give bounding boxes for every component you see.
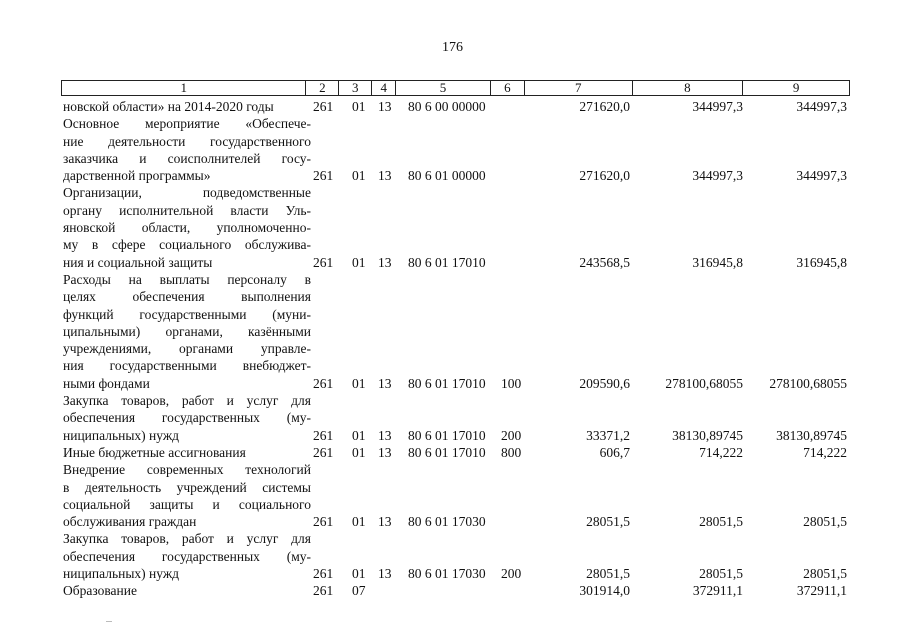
section-code-cell: 01 <box>352 444 366 460</box>
amount-col8-cell: 38130,89745 <box>672 427 743 443</box>
section-code-cell: 07 <box>352 583 366 599</box>
grbs-code-cell: 261 <box>313 375 334 391</box>
row-name-line: социальной защиты и социального <box>63 496 311 512</box>
amount-col9-cell: 28051,5 <box>803 514 847 530</box>
target-article-cell: 80 6 01 17010 <box>408 254 486 270</box>
row-name-line: заказчика и соисполнителей госу- <box>63 150 311 166</box>
table-body <box>61 98 850 600</box>
row-name-line: Внедрение современных технологий <box>63 462 311 478</box>
amount-col8-cell: 344997,3 <box>692 99 743 114</box>
row-name-line: функций государственными (муни- <box>63 306 311 322</box>
amount-col9-cell: 344997,3 <box>796 168 847 184</box>
target-article-cell: 80 6 00 00000 <box>408 99 486 114</box>
table-row <box>61 271 850 392</box>
row-name-cell <box>61 444 311 461</box>
row-name-line: Расходы на выплаты персоналу в <box>63 271 311 287</box>
column-header-2: 2 <box>306 81 339 95</box>
row-name-line: Организации, подведомственные <box>63 185 311 201</box>
amount-col7-cell: 28051,5 <box>586 514 630 530</box>
row-name-line: целях обеспечения выполнения <box>63 289 311 305</box>
row-name-line: яновской области, уполномоченно- <box>63 220 311 236</box>
amount-col8-cell: 316945,8 <box>692 254 743 270</box>
amount-col7-cell: 271620,0 <box>579 99 630 114</box>
column-header-4: 4 <box>372 81 396 95</box>
section-code-cell: 01 <box>352 514 366 530</box>
table-row <box>61 461 850 530</box>
row-name-line: ния и социальной защиты <box>63 254 213 270</box>
target-article-cell: 80 6 01 17010 <box>408 444 486 460</box>
target-article-cell: 80 6 01 00000 <box>408 168 486 184</box>
section-code-cell: 01 <box>352 99 366 114</box>
column-header-5: 5 <box>396 81 491 95</box>
amount-col9-cell: 316945,8 <box>796 254 847 270</box>
table-row <box>61 392 850 444</box>
row-name-line: дарственной программы» <box>63 168 211 184</box>
amount-col9-cell: 714,222 <box>803 444 847 460</box>
amount-col9-cell: 38130,89745 <box>776 427 847 443</box>
column-header-9: 9 <box>792 80 800 95</box>
expense-type-cell: 200 <box>501 566 522 582</box>
expense-type-cell: 100 <box>501 375 522 391</box>
target-article-cell: 80 6 01 17010 <box>408 427 486 443</box>
table-header <box>61 80 850 96</box>
row-name-line: новской области» на 2014-2020 годы <box>63 99 274 114</box>
amount-col9-cell: 344997,3 <box>796 99 847 114</box>
amount-col7-cell: 606,7 <box>599 444 630 460</box>
row-name-cell <box>61 530 311 582</box>
amount-col8-cell: 28051,5 <box>699 566 743 582</box>
amount-col9-cell: 278100,68055 <box>769 375 847 391</box>
section-code-cell: 01 <box>352 375 366 391</box>
scan-artifact <box>106 621 112 622</box>
amount-col7-cell: 243568,5 <box>579 254 630 270</box>
grbs-code-cell: 261 <box>313 566 334 582</box>
subsection-code-cell: 13 <box>378 254 392 270</box>
subsection-code-cell: 13 <box>378 99 392 114</box>
amount-col7-cell: 28051,5 <box>586 566 630 582</box>
row-name-cell <box>61 98 311 115</box>
expense-type-cell: 800 <box>501 444 522 460</box>
table-row <box>61 98 850 115</box>
table-row <box>61 184 850 270</box>
grbs-code-cell: 261 <box>313 583 334 599</box>
section-code-cell: 01 <box>352 427 366 443</box>
column-header-7: 7 <box>525 81 633 95</box>
target-article-cell: 80 6 01 17030 <box>408 514 486 530</box>
table-row <box>61 530 850 582</box>
grbs-code-cell: 261 <box>313 168 334 184</box>
row-name-line: ниципальных) нужд <box>63 427 180 443</box>
amount-col8-cell: 344997,3 <box>692 168 743 184</box>
amount-col9-cell: 28051,5 <box>803 566 847 582</box>
grbs-code-cell: 261 <box>313 444 334 460</box>
row-name-line: Основное мероприятие «Обеспече- <box>63 116 311 132</box>
amount-col8-cell: 372911,1 <box>692 583 743 599</box>
row-name-line: ние деятельности государственного <box>63 133 311 149</box>
section-code-cell: 01 <box>352 566 366 582</box>
grbs-code-cell: 261 <box>313 99 334 114</box>
amount-col8-cell: 278100,68055 <box>665 375 743 391</box>
row-name-line: Закупка товаров, работ и услуг для <box>63 531 311 547</box>
table-row <box>61 444 850 461</box>
column-header-3: 3 <box>339 81 372 95</box>
grbs-code-cell: 261 <box>313 427 334 443</box>
row-name-line: Закупка товаров, работ и услуг для <box>63 393 311 409</box>
row-name-line: учреждениями, органами управле- <box>63 341 311 357</box>
amount-col7-cell: 209590,6 <box>579 375 630 391</box>
grbs-code-cell: 261 <box>313 254 334 270</box>
subsection-code-cell: 13 <box>378 514 392 530</box>
subsection-code-cell: 13 <box>378 444 392 460</box>
amount-col9-cell: 372911,1 <box>796 583 847 599</box>
table-row <box>61 115 850 184</box>
row-name-cell <box>61 461 311 530</box>
row-name-line: в деятельность учреждений системы <box>63 479 311 495</box>
subsection-code-cell: 13 <box>378 375 392 391</box>
grbs-code-cell: 261 <box>313 514 334 530</box>
row-name-cell <box>61 115 311 184</box>
row-name-line: ными фондами <box>63 375 150 391</box>
column-header-1: 1 <box>62 81 306 95</box>
column-header-6: 6 <box>491 81 525 95</box>
column-header-8: 8 <box>633 81 744 95</box>
section-code-cell: 01 <box>352 168 366 184</box>
table-row <box>61 582 850 599</box>
expense-type-cell: 200 <box>501 427 522 443</box>
row-name-cell <box>61 392 311 444</box>
page-number: 176 <box>442 40 463 55</box>
row-name-line: Образование <box>63 583 137 599</box>
row-name-line: ния государственными внебюджет- <box>63 358 311 374</box>
row-name-line: обеспечения государственных (му- <box>63 548 311 564</box>
subsection-code-cell: 13 <box>378 427 392 443</box>
row-name-line: му в сфере социального обслужива- <box>63 237 311 253</box>
row-name-line: обслуживания граждан <box>63 514 197 530</box>
row-name-line: обеспечения государственных (му- <box>63 410 311 426</box>
row-name-cell <box>61 582 311 599</box>
target-article-cell: 80 6 01 17010 <box>408 375 486 391</box>
row-name-cell <box>61 184 311 270</box>
row-name-cell <box>61 271 311 392</box>
row-name-line: ципальными) органами, казёнными <box>63 323 311 339</box>
subsection-code-cell: 13 <box>378 566 392 582</box>
amount-col8-cell: 714,222 <box>699 444 743 460</box>
row-name-line: органу исполнительной власти Уль- <box>63 202 311 218</box>
subsection-code-cell: 13 <box>378 168 392 184</box>
row-name-line: Иные бюджетные ассигнования <box>63 444 246 460</box>
target-article-cell: 80 6 01 17030 <box>408 566 486 582</box>
amount-col7-cell: 33371,2 <box>586 427 630 443</box>
section-code-cell: 01 <box>352 254 366 270</box>
amount-col7-cell: 271620,0 <box>579 168 630 184</box>
row-name-line: ниципальных) нужд <box>63 566 180 582</box>
amount-col8-cell: 28051,5 <box>699 514 743 530</box>
amount-col7-cell: 301914,0 <box>579 583 630 599</box>
